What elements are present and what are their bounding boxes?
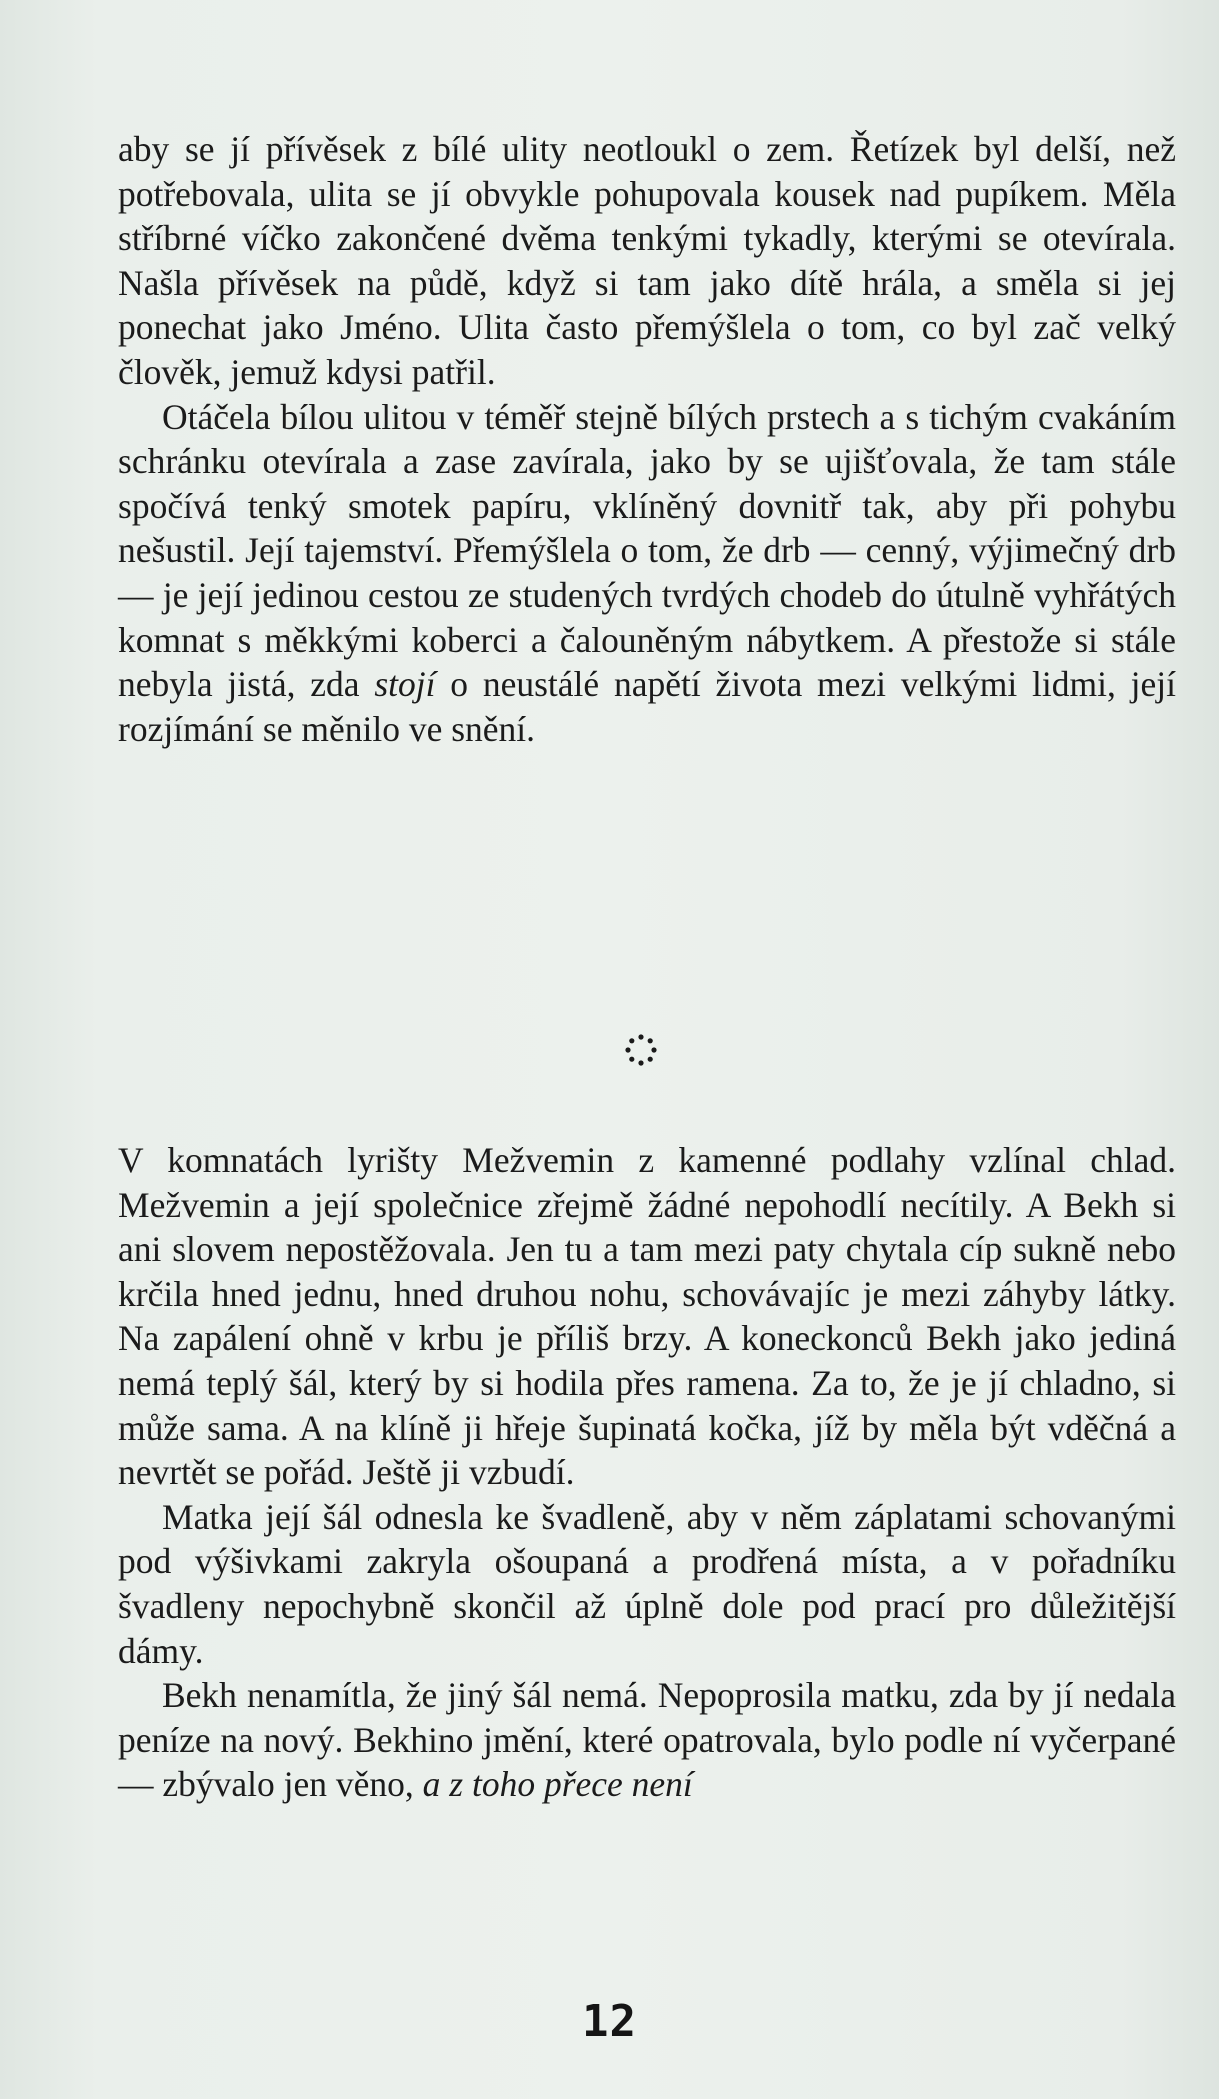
text-run: o neustálé napětí života mezi velkými lidmi, její rozjímání se měnilo ve snění. [118,664,1176,749]
section-2-text [118,1138,1176,1807]
italic-text-run: stojí [374,664,436,705]
text-run: aby se jí přívěsek z bílé ulity neotloukl o zem. Řetízek byl delší, než potřebovala, ulita se jí obvykle pohupovala kousek nad pupíkem. Měla stříbrné víčko zakončené dvěma tenkými tykadly, kterými se otevírala. Našla přívěsek na půdě, když si tam jako dítě hrála, a směla si jej ponechat jako Jméno. Ulita často přemýšlela o tom, co byl zač velký člověk, jemuž kdysi patřil. [118,129,1176,392]
text-run: V komnatách lyrišty Mežvemin z kamenné podlahy vzlínal chlad. Mežvemin a její společnice zřejmě žádné nepohodlí necítily. A Bekh si ani slovem nepostěžovala. Jen tu a tam mezi paty chytala cíp sukně nebo krčila hned jednu, hned druhou nohu, schovávajíc je mezi záhyby látky. Na zapálení ohně v krbu je příliš brzy. A koneckonců Bekh jako jediná nemá teplý šál, který by si hodila přes ramena. Za to, že je jí chladno, si může sama. A na klíně ji hřeje šupinatá kočka, jíž by měla být vděčná a nevrtět se pořád. Ještě ji vzbudí. [118,1140,1176,1493]
page-number: 12 [582,1996,637,2047]
paragraph [118,1138,1176,1495]
paragraph [118,127,1176,395]
dotted-circle-ornament-icon [621,1030,661,1070]
paragraph [118,1673,1176,1807]
paragraph [118,1495,1176,1673]
text-run: Bekh nenamítla, že jiný šál nemá. Nepoprosila matku, zda by jí nedala peníze na nový. Bekhino jmění, které opatrovala, bylo podle ní vyčerpané — zbývalo jen věno, [118,1675,1176,1805]
paragraph [118,395,1176,752]
italic-text-run: a z toho přece není [422,1764,693,1805]
text-run: Matka její šál odnesla ke švadleně, aby v něm záplatami schovanými pod výšivkami zakryla ošoupaná a prodřená místa, a v pořadníku švadleny nepochybně skončil až úplně dole pod prací pro důležitější dámy. [118,1496,1176,1671]
section-1-text [118,127,1176,751]
text-run: Otáčela bílou ulitou v téměř stejně bílých prstech a s tichým cvakáním schránku otevírala a zase zavírala, jako by se ujišťovala, že tam stále spočívá tenký smotek papíru, vklíněný dovnitř tak, aby při pohybu nešustil. Její tajemství. Přemýšlela o tom, že drb — cenný, výjimečný drb — je její jedinou cestou ze studených tvrdých chodeb do útulně vyhřátých komnat s měkkými koberci a čalouněným nábytkem. A přestože si stále nebyla jistá, zda [118,396,1176,705]
